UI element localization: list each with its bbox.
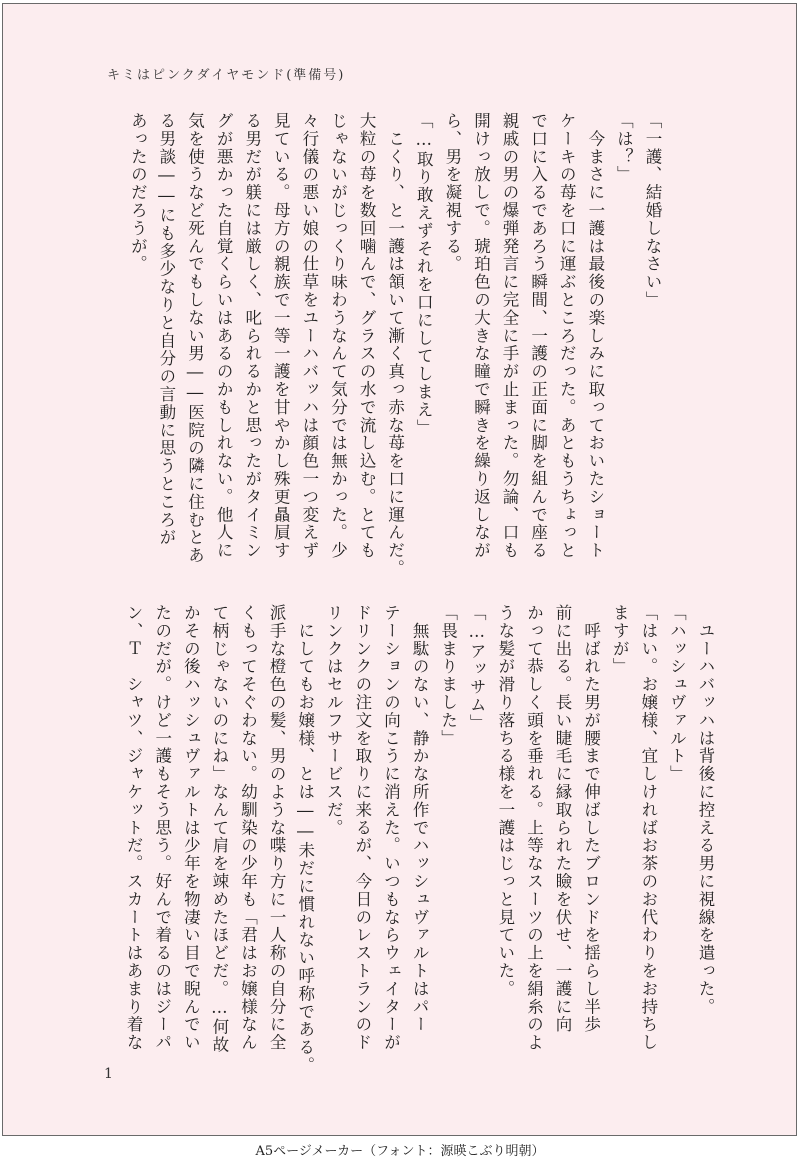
manuscript-page bbox=[2, 3, 797, 1136]
text-line: テーションの向こうに消えた。いつもならウェイターが bbox=[381, 604, 401, 1052]
upper-text-block bbox=[123, 112, 666, 582]
text-line: ますが」 bbox=[610, 604, 630, 676]
text-line: る男だが躾には厳しく、叱られるかと思ったがタイミン bbox=[242, 112, 262, 560]
text-line: 前に出る。長い睫毛に縁取られた瞼を伏せ、一護に向 bbox=[553, 604, 573, 1034]
text-line: うな髪が滑り落ちる様を一護はじっと見ていた。 bbox=[495, 604, 515, 998]
text-line: 大粒の苺を数回噛んで、グラスの水で流し込む。とても bbox=[357, 112, 377, 560]
text-line: くもってそぐわない。幼馴染の少年も「君はお嬢様なん bbox=[238, 604, 258, 1052]
text-line: 「ハッシュヴァルト」 bbox=[667, 604, 687, 783]
text-line: ケーキの苺を口に運ぶところだった。あともうちょっと bbox=[557, 112, 577, 560]
text-line: 「一護、結婚しなさい」 bbox=[643, 112, 662, 309]
text-line: て柄じゃないのにね」なんて肩を竦めたほどだ。…何故 bbox=[209, 604, 229, 1054]
text-line: 々行儀の悪い娘の仕草をユーハバッハは顔色一つ変えず bbox=[299, 112, 319, 560]
text-line: ン、Ｔ シャツ、ジャケットだ。スカートはあまり着な bbox=[124, 604, 144, 1052]
page-number: 1 bbox=[104, 1066, 113, 1082]
text-line: 呼ばれた男が腰まで伸ばしたブロンドを揺らし半歩 bbox=[581, 604, 601, 1034]
text-line: 見ている。母方の親族で一等一護を甘やかし殊更贔屓す bbox=[271, 112, 291, 560]
text-line: じゃないがじっくり味わうなんて気分では無かった。少 bbox=[328, 112, 348, 560]
text-line: 今まさに一護は最後の楽しみに取っておいたショート bbox=[585, 112, 605, 560]
text-line: 「…アッサム」 bbox=[467, 604, 487, 732]
text-line: 「…取り敢えずそれを口にしてしまえ」 bbox=[414, 112, 434, 437]
text-line: 「畏まりました」 bbox=[438, 604, 458, 748]
text-line: 派手な橙色の髪、男のような喋り方に一人称の自分に全 bbox=[267, 604, 287, 1052]
text-line: ドリンクの注文を取りに来るが、今日のレストランのド bbox=[352, 604, 372, 1052]
text-line: 親戚の男の爆弾発言に完全に手が止まった。勿論、口も bbox=[500, 112, 520, 560]
text-line: 開けっ放しで。琥珀色の大きな瞳で瞬きを繰り返しなが bbox=[471, 112, 491, 560]
text-line: グが悪かった自覚くらいはあるのかもしれない。他人に bbox=[214, 112, 234, 560]
running-header: キミはピンクダイヤモンド(準備号) bbox=[107, 68, 346, 83]
text-line: ら、男を凝視する。 bbox=[442, 112, 462, 274]
text-line: こくり、と一護は頷いて漸く真っ赤な苺を口に運んだ。 bbox=[385, 112, 405, 578]
text-line: たのだが。けど一護もそう思う。好んで着るのはジーパ bbox=[152, 604, 172, 1052]
text-line: かって恭しく頭を垂れる。上等なスーツの上を絹糸のよ bbox=[524, 604, 544, 1052]
text-line: ユーハバッハは背後に控える男に視線を遣った。 bbox=[696, 604, 715, 1016]
footer-caption: A5ページメーカー（フォント：源暎こぶり明朝） bbox=[255, 1144, 545, 1159]
text-line: あったのだろうが。 bbox=[128, 112, 148, 274]
text-line: リンクはセルフサービスだ。 bbox=[324, 604, 344, 837]
text-line: で口に入るであろう瞬間、一護の正面に脚を組んで座る bbox=[528, 112, 548, 560]
text-line: かその後ハッシュヴァルトは少年を物凄い目で睨んでい bbox=[181, 604, 201, 1052]
text-line: 「はい。お嬢様、宜しければお茶のお代わりをお持ちし bbox=[638, 604, 658, 1052]
text-line: 気を使うなど死んでもしない男――医院の隣に住むとあ bbox=[185, 112, 205, 565]
text-line: る男談――にも多少なりと自分の言動に思うところが bbox=[156, 112, 176, 547]
text-line: 無駄のない、静かな所作でハッシュヴァルトはパー bbox=[410, 604, 430, 1034]
text-line: にしてもお嬢様、とは――未だに慣れない呼称である。 bbox=[295, 604, 315, 1075]
lower-text-block bbox=[119, 604, 719, 1075]
text-line: 「は？」 bbox=[614, 112, 634, 184]
